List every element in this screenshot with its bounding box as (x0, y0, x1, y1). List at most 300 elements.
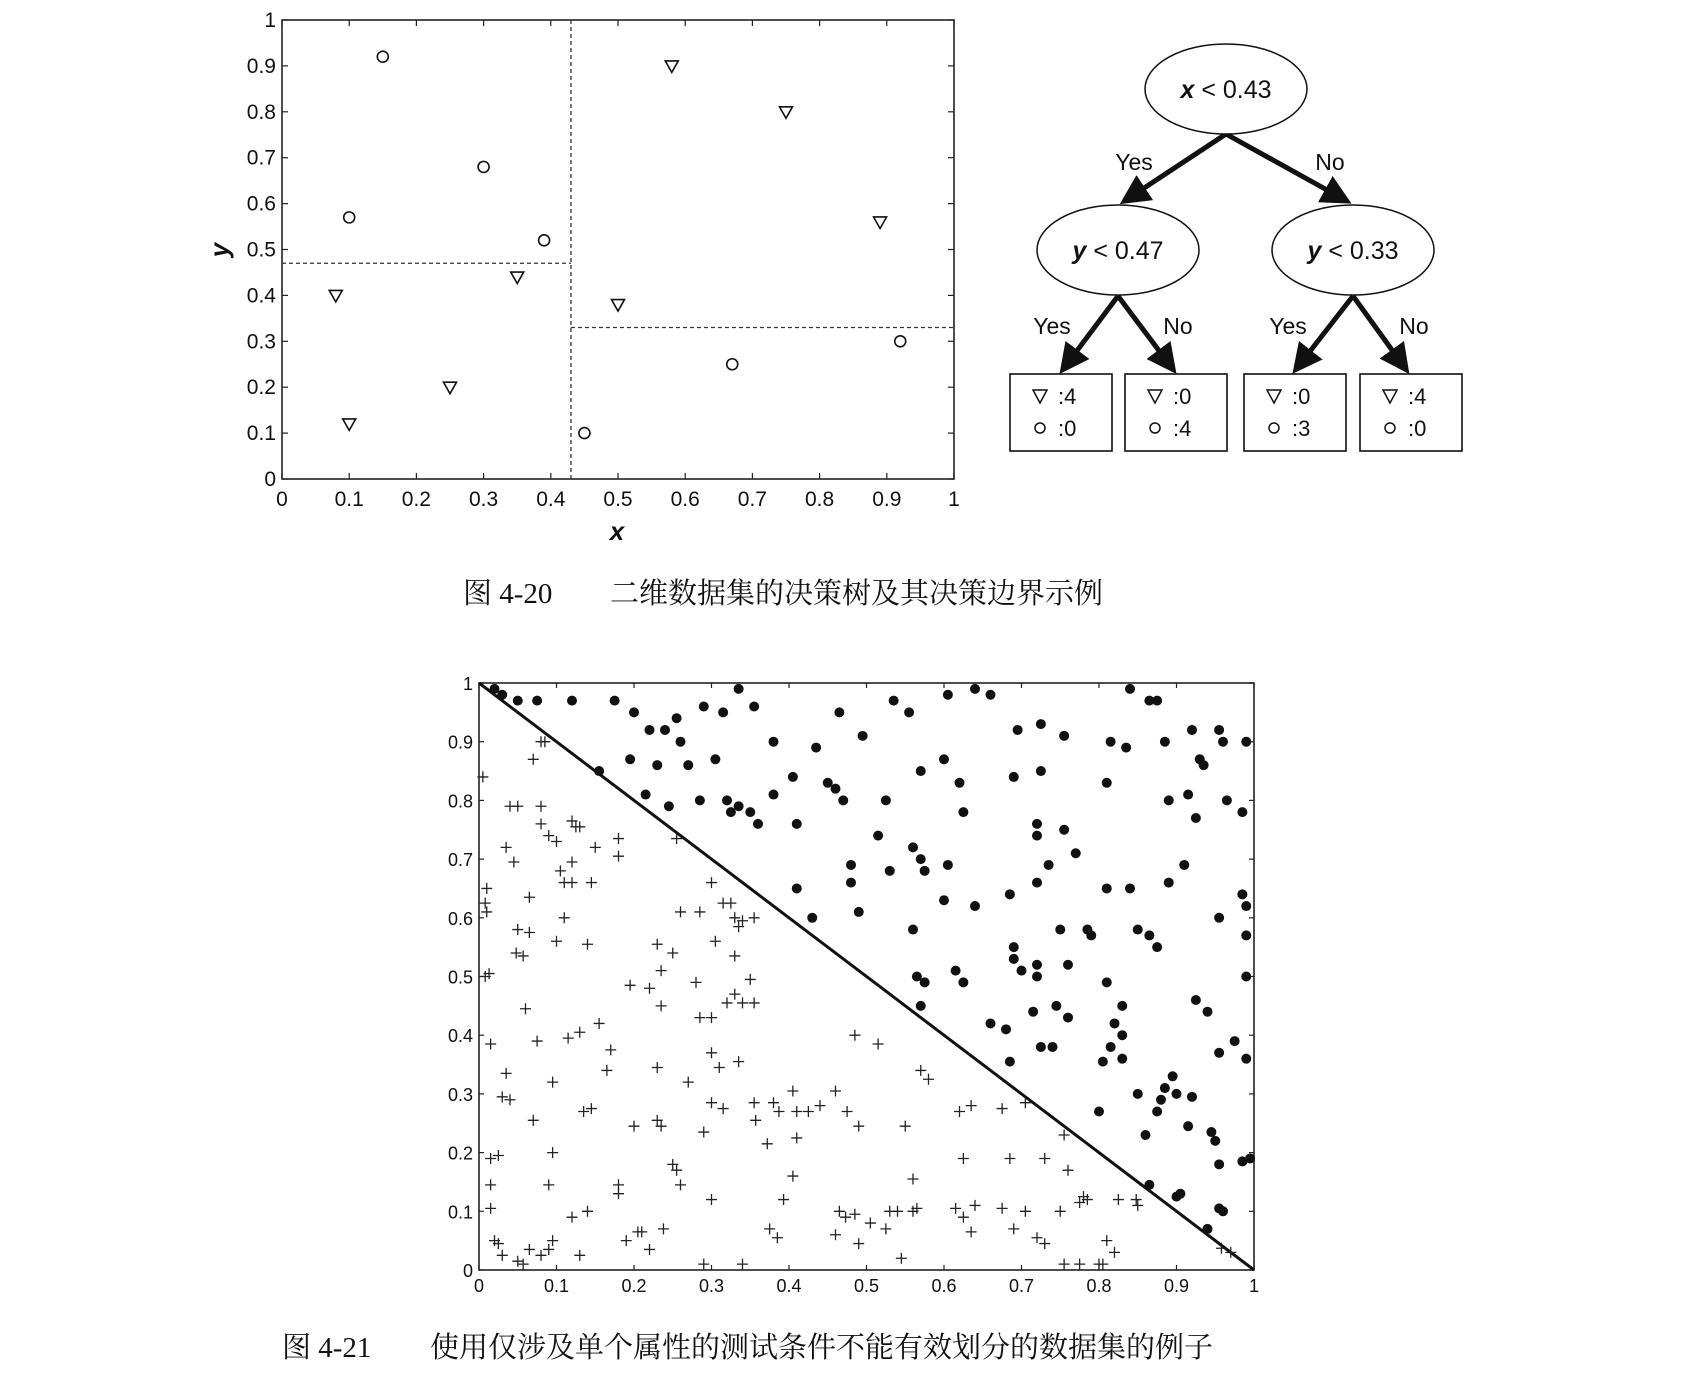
y-tick-label: 0.1 (246, 422, 276, 446)
dot-point (1102, 883, 1112, 893)
dot-point (970, 684, 980, 694)
dot-point (1094, 1107, 1104, 1117)
dot-point (1032, 831, 1042, 841)
edge-label-yes: Yes (1269, 313, 1307, 339)
plus-point (725, 898, 736, 909)
plus-point (528, 1115, 539, 1126)
plus-point (1131, 1194, 1142, 1205)
dot-point (1191, 995, 1201, 1005)
plus-point (1109, 1247, 1120, 1258)
plus-point (762, 1138, 773, 1149)
y-tick-label: 0.9 (447, 732, 473, 753)
plus-point (768, 1097, 779, 1108)
dot-point (1230, 1036, 1240, 1046)
node-condition (1070, 237, 1163, 265)
dot-point (943, 690, 953, 700)
plus-point (667, 948, 678, 959)
dot-point (807, 913, 817, 923)
plus-point (485, 1179, 496, 1190)
plus-point (601, 1065, 612, 1076)
plus-point (923, 1074, 934, 1085)
dot-point (594, 766, 604, 776)
dot-point (722, 795, 732, 805)
dot-point (792, 883, 802, 893)
y-tick-label: 0.5 (246, 238, 276, 262)
y-tick-label: 0.6 (447, 908, 473, 929)
dot-point (652, 760, 662, 770)
plus-point (787, 1171, 798, 1182)
circle-point (377, 51, 388, 62)
plus-point (966, 1226, 977, 1237)
plus-point (524, 1244, 535, 1255)
dot-point (1241, 972, 1251, 982)
dot-point (908, 842, 918, 852)
plus-point (518, 1259, 529, 1270)
dot-point (699, 701, 709, 711)
dot-point (769, 790, 779, 800)
x-tick-label: 0.2 (401, 488, 432, 511)
edge-label-no: No (1163, 313, 1193, 339)
plus-point (1059, 1129, 1070, 1140)
dot-point (1117, 1001, 1127, 1011)
dot-point (1152, 1107, 1162, 1117)
dot-point (1009, 954, 1019, 964)
dot-point (1009, 942, 1019, 952)
plus-point (1132, 1200, 1143, 1211)
y-tick-label: 1 (264, 9, 276, 32)
edge-right-no (1353, 296, 1405, 368)
x-tick-label: 0.1 (334, 488, 364, 511)
leaf-triangle-count: :4 (1408, 384, 1427, 409)
circle-point (539, 235, 550, 246)
dot-point (986, 1018, 996, 1028)
edge-label-yes: Yes (1033, 313, 1071, 339)
dot-point (1086, 930, 1096, 940)
oblique-boundary-scatter-chart (448, 674, 1259, 1296)
dot-point (1005, 889, 1015, 899)
dot-point (1133, 1089, 1143, 1099)
plus-point (1039, 1238, 1050, 1249)
dot-point (986, 690, 996, 700)
plus-point (485, 1203, 496, 1214)
plus-point (803, 1106, 814, 1117)
triangle-point (343, 419, 356, 431)
plus-point (1039, 1153, 1050, 1164)
plus-point (1055, 1206, 1066, 1217)
dot-point (939, 895, 949, 905)
tree-leaf-3 (1244, 374, 1346, 451)
plus-point (547, 1077, 558, 1088)
plus-point (518, 950, 529, 961)
plus-point (586, 1103, 597, 1114)
dot-point (753, 819, 763, 829)
dot-point (1237, 889, 1247, 899)
dot-point (1102, 778, 1112, 788)
dot-point (672, 713, 682, 723)
plus-point (656, 965, 667, 976)
node-variable: y (1072, 237, 1087, 265)
plus-point (511, 948, 522, 959)
plus-point (773, 1106, 784, 1117)
dot-point (1144, 930, 1154, 940)
dot-point (1241, 930, 1251, 940)
plus-point (555, 865, 566, 876)
dot-point (695, 795, 705, 805)
plus-point (950, 1203, 961, 1214)
dot-point (858, 731, 868, 741)
dot-point (958, 807, 968, 817)
plus-point (582, 1206, 593, 1217)
dot-point (1001, 1024, 1011, 1034)
plus-point (722, 997, 733, 1008)
x-tick-label: 0.5 (603, 488, 633, 511)
dot-point (846, 878, 856, 888)
plus-point (505, 1094, 516, 1105)
plus-point (551, 936, 562, 947)
circle-point (895, 336, 906, 347)
plus-point (512, 801, 523, 812)
dot-point (970, 901, 980, 911)
dot-point (1125, 684, 1135, 694)
leaf-circle-count: :0 (1408, 416, 1427, 441)
plus-point (873, 1039, 884, 1050)
plus-point (749, 912, 760, 923)
plus-point (958, 1153, 969, 1164)
dot-point (1144, 1180, 1154, 1190)
dot-point (958, 977, 968, 987)
figure-4-20-number: 图 4-20 (463, 578, 553, 610)
plus-point (834, 1206, 845, 1217)
plus-point (485, 1039, 496, 1050)
plus-point (1059, 1259, 1070, 1270)
plus-point (501, 842, 512, 853)
y-tick-label: 0.6 (246, 192, 276, 216)
dot-point (1241, 1054, 1251, 1064)
dot-point (769, 737, 779, 747)
edge-label-yes: Yes (1115, 149, 1153, 175)
dot-point (567, 696, 577, 706)
figure-4-21-number: 图 4-21 (282, 1332, 372, 1364)
circle-point (727, 359, 738, 370)
dot-point (951, 966, 961, 976)
dot-point (1117, 1054, 1127, 1064)
dot-point (683, 760, 693, 770)
plus-point (547, 1147, 558, 1158)
dot-point (1183, 790, 1193, 800)
y-tick-label: 0.3 (447, 1084, 473, 1105)
triangle-point (444, 382, 457, 394)
x-tick-label: 0.9 (872, 488, 902, 511)
plus-point (567, 1212, 578, 1223)
dot-point (1152, 942, 1162, 952)
node-operator: < (1328, 237, 1343, 265)
dot-point (1032, 819, 1042, 829)
plus-point (629, 1121, 640, 1132)
circle-point (478, 161, 489, 172)
plus-point (652, 1062, 663, 1073)
plus-point (524, 892, 535, 903)
dot-point (1214, 1159, 1224, 1169)
dot-point (1098, 1057, 1108, 1067)
x-tick-label: 0.4 (776, 1276, 802, 1296)
plus-point (815, 1100, 826, 1111)
plus-point (520, 1003, 531, 1014)
dot-point (625, 754, 635, 764)
dot-point (854, 907, 864, 917)
y-tick-label: 0.3 (246, 330, 276, 354)
node-operator: < (1201, 76, 1216, 104)
dot-point (1028, 1007, 1038, 1017)
plus-point (749, 997, 760, 1008)
dot-point (718, 707, 728, 717)
edge-left-yes (1064, 296, 1118, 368)
plus-point (714, 1062, 725, 1073)
dot-point (1214, 1048, 1224, 1058)
plus-point (481, 906, 492, 917)
dot-point (1133, 925, 1143, 935)
x-tick-label: 0.3 (468, 488, 499, 511)
dot-point (1152, 696, 1162, 706)
y-tick-label: 0.2 (246, 376, 276, 400)
dot-point (1160, 737, 1170, 747)
plus-point (613, 1188, 624, 1199)
dot-point (1241, 737, 1251, 747)
dot-point (749, 701, 759, 711)
node-threshold: 0.47 (1114, 237, 1164, 265)
dot-point (1141, 1130, 1151, 1140)
plus-point (613, 851, 624, 862)
dot-point (497, 690, 507, 700)
plus-point (594, 1018, 605, 1029)
plus-point (970, 1200, 981, 1211)
plus-point (849, 1030, 860, 1041)
dot-point (1063, 1013, 1073, 1023)
dot-point (513, 696, 523, 706)
dot-point (873, 831, 883, 841)
plus-point (954, 1106, 965, 1117)
plus-point (997, 1103, 1008, 1114)
y-tick-label: 0.4 (447, 1026, 473, 1047)
dot-point (1175, 1189, 1185, 1199)
plus-point (551, 836, 562, 847)
y-tick-label: 0.7 (246, 146, 276, 170)
plus-point (750, 1115, 761, 1126)
plus-point (853, 1121, 864, 1132)
dot-point (1125, 883, 1135, 893)
dot-point (955, 778, 965, 788)
plus-point (574, 1027, 585, 1038)
plus-point (512, 924, 523, 935)
plus-point (1032, 1232, 1043, 1243)
plus-point (840, 1212, 851, 1223)
x-tick-label: 0.6 (670, 488, 700, 511)
circle-point (344, 212, 355, 223)
dot-point (532, 696, 542, 706)
y-tick-label: 0.5 (447, 967, 473, 988)
decision-tree (1010, 44, 1462, 451)
dot-point (1168, 1071, 1178, 1081)
plus-point (749, 1097, 760, 1108)
dot-point (792, 819, 802, 829)
plus-point (698, 1127, 709, 1138)
plus-point (772, 1232, 783, 1243)
dot-point (710, 754, 720, 764)
y-tick-label: 0.2 (447, 1143, 473, 1164)
plus-point (892, 1206, 903, 1217)
plus-point (706, 1012, 717, 1023)
plus-point (842, 1106, 853, 1117)
dot-point (904, 707, 914, 717)
plus-point (853, 1238, 864, 1249)
dot-point (920, 866, 930, 876)
dot-point (734, 684, 744, 694)
plus-point (729, 989, 740, 1000)
y-tick-label: 0.4 (246, 284, 276, 308)
x-axis-label: x (609, 516, 625, 546)
dot-point (1032, 878, 1042, 888)
x-tick-label: 0 (473, 1276, 485, 1296)
dot-point (1237, 807, 1247, 817)
node-variable: x (1180, 76, 1195, 104)
plus-point (966, 1100, 977, 1111)
dot-point (1214, 725, 1224, 735)
plus-point (480, 898, 491, 909)
plus-point (900, 1121, 911, 1132)
plus-point (997, 1203, 1008, 1214)
dot-point (1117, 1030, 1127, 1040)
dot-point (831, 784, 841, 794)
decision-boundary-scatter-chart (247, 9, 960, 511)
dot-point (1245, 1153, 1255, 1163)
x-tick-label: 0.4 (536, 488, 566, 511)
x-tick-label: 0.8 (1086, 1276, 1112, 1296)
dot-point (1102, 977, 1112, 987)
plus-point (493, 1150, 504, 1161)
dot-point (846, 860, 856, 870)
dot-point (916, 766, 926, 776)
dot-point (1106, 1042, 1116, 1052)
plus-point (896, 1253, 907, 1264)
plus-point (621, 1235, 632, 1246)
plus-point (497, 1250, 508, 1261)
plus-point (567, 877, 578, 888)
dot-point (1106, 737, 1116, 747)
leaf-triangle-count: :0 (1173, 384, 1192, 409)
dot-point (1055, 925, 1065, 935)
dot-point (676, 737, 686, 747)
node-threshold: 0.43 (1222, 76, 1272, 104)
dot-point (943, 860, 953, 870)
leaf-circle-count: :0 (1058, 416, 1077, 441)
dot-point (939, 754, 949, 764)
edge-label-no: No (1315, 149, 1345, 175)
plus-point (691, 977, 702, 988)
plus-point (605, 1044, 616, 1055)
plus-point (567, 857, 578, 868)
dot-point (1183, 1121, 1193, 1131)
plus-point (656, 1000, 667, 1011)
plus-point (536, 818, 547, 829)
dot-point (641, 790, 651, 800)
plus-point (706, 1194, 717, 1205)
x-tick-label: 1 (948, 488, 960, 511)
dot-point (1214, 913, 1224, 923)
figure-4-21-caption: 使用仅涉及单个属性的测试条件不能有效划分的数据集的例子 (430, 1332, 1214, 1364)
tree-leaf-1 (1010, 374, 1112, 451)
plus-point (528, 754, 539, 765)
edge-label-no: No (1399, 313, 1429, 339)
dot-point (916, 1001, 926, 1011)
plus-point (501, 1068, 512, 1079)
dot-point (920, 977, 930, 987)
dot-point (1121, 743, 1131, 753)
dot-point (610, 696, 620, 706)
plus-point (586, 877, 597, 888)
x-tick-label: 0.1 (543, 1276, 570, 1296)
circle-point (579, 428, 590, 439)
plus-point (644, 1244, 655, 1255)
plus-point (508, 857, 519, 868)
plus-point (830, 1229, 841, 1240)
y-tick-label: 0 (264, 468, 276, 491)
plus-point (694, 1012, 705, 1023)
tree-right-node (1272, 205, 1434, 295)
dot-point (1203, 1007, 1213, 1017)
plus-point (675, 1179, 686, 1190)
plus-point (652, 939, 663, 950)
plus-point (512, 1256, 523, 1267)
dot-point (916, 854, 926, 864)
dot-point (1164, 878, 1174, 888)
dot-point (885, 866, 895, 876)
dot-point (1206, 1127, 1216, 1137)
x-tick-label: 0.5 (853, 1276, 880, 1296)
plus-point (559, 912, 570, 923)
plus-point (865, 1218, 876, 1229)
dot-point (788, 772, 798, 782)
dot-point (1187, 725, 1197, 735)
node-condition (1178, 76, 1271, 104)
x-tick-label: 0.6 (931, 1276, 957, 1296)
dot-point (881, 795, 891, 805)
plus-point (737, 1259, 748, 1270)
dot-point (1059, 825, 1069, 835)
dot-point (1071, 848, 1081, 858)
x-tick-label: 0 (276, 488, 288, 511)
plus-point (830, 1085, 841, 1096)
dot-point (645, 725, 655, 735)
plus-point (1074, 1259, 1085, 1270)
dot-point (1036, 766, 1046, 776)
x-tick-label: 0.7 (737, 488, 768, 511)
dot-point (838, 795, 848, 805)
dot-point (811, 743, 821, 753)
plus-point (524, 927, 535, 938)
x-tick-label: 0.8 (804, 488, 835, 511)
plus-point (536, 801, 547, 812)
dot-point (908, 925, 918, 935)
y-tick-label: 0.8 (246, 100, 276, 124)
dot-point (889, 696, 899, 706)
tree-root-node (1145, 44, 1307, 134)
plus-point (787, 1085, 798, 1096)
dot-point (1051, 1001, 1061, 1011)
plus-point (908, 1174, 919, 1185)
dot-point (629, 707, 639, 717)
plus-point (563, 1033, 574, 1044)
plus-point (481, 883, 492, 894)
triangle-point (780, 107, 793, 119)
